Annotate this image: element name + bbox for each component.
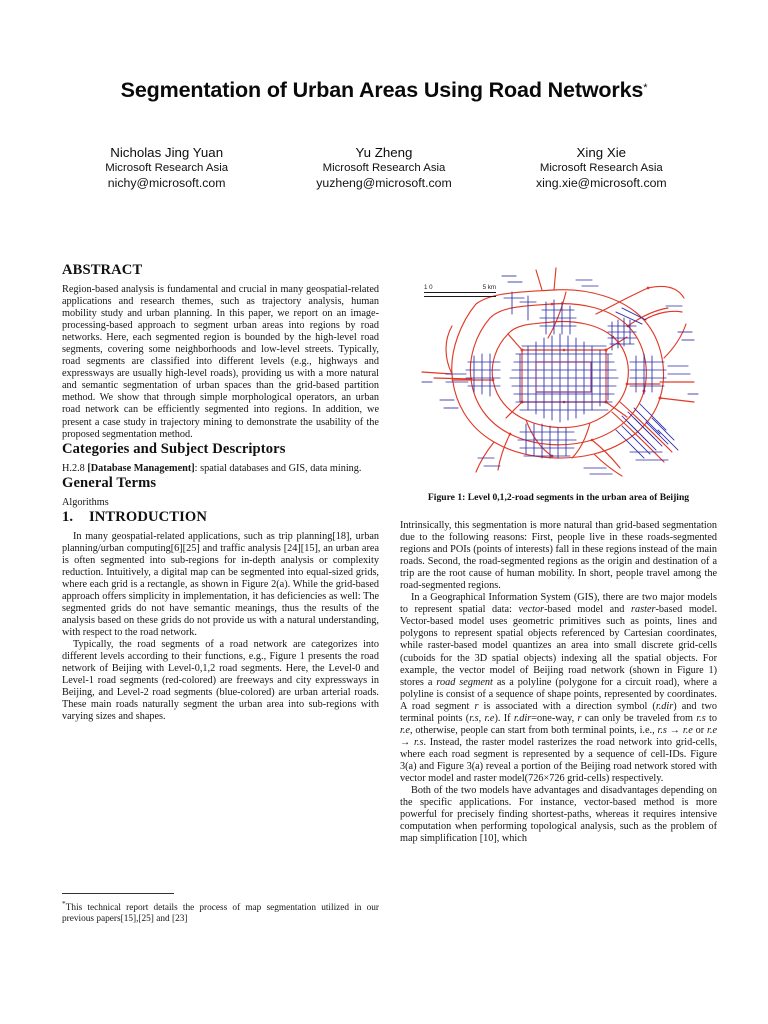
scale-bar-left-label: 1 0 [424,284,433,291]
author-entry [275,145,492,191]
scale-bar-right-label: 5 km [482,284,496,291]
rp2-em-vector: vector [518,604,545,616]
title-block [0,0,768,104]
footnote-block [62,893,379,925]
author-name: Yu Zheng [355,144,413,160]
rp2-t1: In a Geographical Information System (GIS), there are two major models to represent spatial data: [400,592,717,616]
author-block [0,145,768,191]
section-title: INTRODUCTION [89,508,207,525]
title-footnote-marker: * [643,82,648,94]
author-name: Nicholas Jing Yuan [110,144,224,160]
rp2-t5: is associated with a direction symbol ( [478,700,656,712]
figure-1-image [416,262,701,480]
paper-title-text: Segmentation of Urban Areas Using Road Networks [120,78,644,102]
abstract-heading: ABSTRACT [62,262,143,278]
rp2-t12: or [692,724,708,736]
figure-1 [400,262,717,504]
footnote-text [62,898,379,925]
page-title [0,78,768,104]
figure-1-caption: Figure 1: Level 0,1,2-road segments in the urban area of Beijing [427,492,690,503]
rp2-t2: -based model and [544,604,631,616]
general-terms-text: Algorithms [62,496,109,508]
rp2-var-re-b: r.e [400,724,410,736]
rp2-t8: =one-way, [531,712,578,724]
footnote-marker: * [62,898,66,908]
body-columns [0,262,768,962]
footnote-body: This technical report details the process of map segmentation utilized in our previous papers[15],[25] and [23] [62,902,379,924]
categories-text [62,463,379,475]
rp2-var-re-a: r.e [484,712,495,724]
rp2-t4: as a polyline (polygone for a circuit road), where a polyline is consist of a sequence of shape points, represented by coordinates. A road segment [400,676,717,712]
categories-heading: Categories and Subject Descriptors [62,440,286,457]
rp2-t7: ). If [494,712,514,724]
rp2-var-rdir-b: r.dir [513,712,532,724]
rp2-t9: can only be traveled from [581,712,697,724]
author-entry [58,145,275,191]
general-terms-heading: General Terms [62,474,157,491]
rp2-var-r: r [474,700,479,712]
scale-bar-labels [424,284,496,291]
author-affiliation: Microsoft Research Asia [539,162,663,175]
author-name: Xing Xie [576,144,627,160]
rp2-em-road-segment: road segment [436,676,493,688]
intro-paragraph-2: Typically, the road segments of a road network are categorizes into different levels according to their functions, e.g., Figure 1 presents the road network of Beijing with Level-0,1,2 road segments. Here, the Level-0 and Level-1 road segments (red-colored) are freeways and city expressways in Beijing, and Level-2 road segments (blue-colored) are urban arterial roads. These main roads naturally segment the urban area into sub-regions with varying sizes and shapes. [62,639,379,723]
rp2-t3: -based model. Vector-based model uses geometric primitives such as points, lines and polygons to represent spatial objects referenced by Cartesian coordinates, while raster-based model quantizes an area into small discrete grid-cells (cuboids for the 3D spatial objects) indexing all the spatial objects. For example, the vector model of Beijing road network (shown in Figure 1) stores a [400,604,718,688]
rp2-var-rs-d: r.s [414,736,424,748]
categories-bracket-term: [Database Management] [87,462,195,474]
author-email[interactable]: nichy@microsoft.com [107,175,226,190]
abstract-text: Region-based analysis is fundamental and crucial in many geospatial-related applications and research themes, such as trajectory analysis, human mobility study and urban planning. In this paper, we report on an image-processing-based approach to segment urban areas into regions by road networks. Here, each segmented region is bounded by the high-level road segments, covering some neighborhoods and low-level streets. Typically, road segments are classified into different levels (e.g., highways and expressways are usually high-level roads), providing us with a more natural and semantic segmentation of urban spaces than the grid-based partition method. We show that through simple morphological operators, an urban road network can be efficiently segmented into regions. In addition, we present a case study in trajectory mining to demonstrate the usability of the proposed segmentation method. [62,284,379,440]
scale-bar-line [424,292,496,297]
rp2-var-rs-c: r.s [657,724,667,736]
author-affiliation: Microsoft Research Asia [322,162,446,175]
categories-code: H.2.8 [62,462,85,474]
section-number: 1. [62,508,74,525]
rp2-var-re-c: r.e [682,724,693,736]
author-affiliation: Microsoft Research Asia [105,162,229,175]
rp2-em-raster: raster [631,604,656,616]
categories-rest: : spatial databases and GIS, data mining. [194,462,362,474]
map-scale-bar [424,284,496,297]
rp2-var-re-d: r.e [707,724,718,736]
right-paragraph-1: Intrinsically, this segmentation is more natural than grid-based segmentation due to the following reasons: First, people live in these roads-segmented regions and POIs (points of interests) fall in these regions instead of the main roads. Second, the road-segmented regions as the origin and destination of a trip are the root cause of human mobility. In short, people travel among the road-segmented regions. [400,520,717,592]
introduction-heading [62,509,379,526]
rp2-t10: to [705,712,717,724]
rp2-arrow-1: → [669,724,681,736]
rp2-t13: . Instead, the raster model rasterizes the road network into grid-cells, where each road segment is represented by a sequence of cell-IDs. Figure 3(a) and Figure 3(a) reveal a portion of the Beijing road network stored with vector model and raster model(726×726 grid-cells) respectively. [400,736,718,784]
left-column [62,262,379,723]
author-email[interactable]: xing.xie@microsoft.com [535,175,667,190]
rp2-var-rs-b: r.s [696,712,706,724]
right-paragraph-3: Both of the two models have advantages and disadvantages depending on the specific applications. For instance, vector-based method is more powerful for precisely finding shortest-paths, whereas it requires intensive computation when performing topological analysis, such as the problem of map simplification [10], which [400,785,717,845]
intro-paragraph-1: In many geospatial-related applications, such as trip planning[18], urban planning/urban computing[6][25] and traffic analysis [24][15], an urban area is often segmented into sub-regions for in-depth analysis or complexity reduction. Intuitively, a digital map can be segmented into equal-sized grids, where each grid is a rectangle, as shown in Figure 2(a). While the grid-based approach offers simplicity in implementation, it has deficiencies as well: The segmented grids do not have semantic meanings, thus the results of the analysis based on these grids do not provide us with a natural understanding, with respect to the road network. [62,530,379,639]
rp2-t6: ) and two terminal points ( [400,700,717,724]
author-entry [493,145,710,191]
rp2-var-rdir: r.dir [655,700,674,712]
author-email[interactable]: yuzheng@microsoft.com [316,175,452,190]
right-column [400,262,717,845]
rp2-var-r-b: r [577,712,582,724]
right-paragraph-2: In a Geographical Information System (GIS), there are two major models to represent spatial data: vector-based model and raster-based model. Vector-based model uses geometric primitives such as points, lines and polygons to represent spatial objects referenced by Cartesian coordinates, while raster-based model quantizes an area into small discrete grid-cells (cuboids for the 3D spatial objects) indexing all the spatial objects. For example, the vector model of Beijing road network (shown in Figure 1) stores a road segment as a polyline (polygone for a circuit road), where a polyline is consist of a sequence of shape points, represented by coordinates. A road segment r is associated with a direction symbol (r.dir) and two terminal points (r.s, r.e). If r.dir=one-way, r can only be traveled from r.s to r.e, otherwise, people can start from both terminal points, i.e., r.s → r.e or r.e → r.s. Instead, the raster model rasterizes the road network into grid-cells, where each road segment is represented by a sequence of cell-IDs. Figure 3(a) and Figure 3(a) reveal a portion of the Beijing road network stored with vector model and raster model(726×726 grid-cells) respectively. [400,592,718,784]
footnote-divider [62,893,174,894]
rp2-arrow-2: → [400,736,411,748]
rp2-var-rs-a: r.s [469,712,479,724]
rp2-t11: , otherwise, people can start from both terminal points, i.e., [409,724,658,736]
